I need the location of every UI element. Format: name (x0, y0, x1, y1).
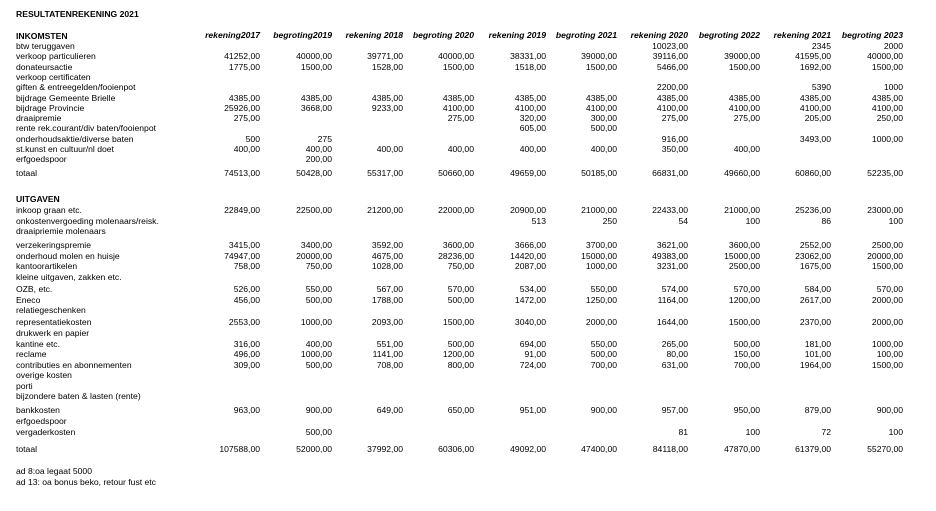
table-cell: 1692,00 (799, 61, 831, 72)
table-cell: 47870,00 (724, 444, 760, 454)
column-header: begroting 2020 (412, 30, 474, 40)
table-cell: 400,00 (590, 144, 617, 154)
table-cell: 1472,00 (514, 294, 546, 305)
table-cell: 52000,00 (296, 444, 332, 454)
table-cell: 3040,00 (514, 317, 546, 327)
table-cell: 1000,00 (300, 349, 332, 359)
table-cell: 500,00 (305, 427, 332, 437)
table-cell: 1250,00 (585, 294, 617, 305)
table-cell: 550,00 (590, 338, 617, 349)
table-cell: 605,00 (519, 123, 546, 134)
table-cell: 4100,00 (585, 102, 617, 113)
table-cell: 60860,00 (795, 167, 831, 178)
row-label: vergaderkosten (16, 427, 76, 437)
table-cell: 1000 (883, 82, 903, 93)
table-cell: 950,00 (733, 405, 760, 415)
table-cell: 5390 (811, 82, 831, 93)
table-cell: 250 (602, 215, 617, 226)
row-label: erfgoedspoor (16, 416, 67, 426)
table-cell: 1000,00 (871, 133, 903, 144)
table-cell: 496,00 (233, 349, 260, 359)
column-header: rekening 2021 (773, 30, 831, 40)
table-cell: 900,00 (305, 405, 332, 415)
table-cell: 40000,00 (867, 51, 903, 62)
table-cell: 2500,00 (728, 261, 760, 271)
section-heading: INKOMSTEN (16, 31, 68, 41)
table-cell: 400,00 (447, 144, 474, 154)
table-cell: 41595,00 (795, 51, 831, 62)
table-cell: 500,00 (590, 123, 617, 134)
table-cell: 694,00 (519, 338, 546, 349)
table-cell: 1644,00 (656, 317, 688, 327)
table-cell: 3700,00 (585, 240, 617, 250)
table-cell: 107588,00 (219, 444, 260, 454)
table-cell: 800,00 (447, 359, 474, 370)
table-cell: 1500,00 (442, 317, 474, 327)
table-cell: 52235,00 (867, 167, 903, 178)
table-cell: 100 (745, 427, 760, 437)
row-label: totaal (16, 167, 38, 178)
table-cell: 250,00 (876, 113, 903, 124)
table-cell: 1500,00 (585, 61, 617, 72)
table-cell: 2093,00 (371, 317, 403, 327)
table-cell: 20900,00 (510, 205, 546, 215)
table-cell: 91,00 (524, 349, 546, 359)
table-cell: 1000,00 (871, 338, 903, 349)
table-cell: 309,00 (233, 359, 260, 370)
table-cell: 55317,00 (367, 167, 403, 178)
table-cell: 750,00 (305, 261, 332, 271)
table-cell: 275,00 (733, 113, 760, 124)
table-cell: 3493,00 (799, 133, 831, 144)
row-label: verkoop certificaten (16, 71, 91, 82)
row-label: contributies en abonnementen (16, 359, 132, 370)
table-cell: 570,00 (876, 284, 903, 294)
table-cell: 1200,00 (728, 294, 760, 305)
table-cell: 10023,00 (652, 41, 688, 51)
table-cell: 84118,00 (652, 444, 688, 454)
table-cell: 22500,00 (296, 205, 332, 215)
row-label: btw teruggaven (16, 41, 75, 51)
table-cell: 14420,00 (510, 250, 546, 261)
table-cell: 23062,00 (795, 250, 831, 261)
row-label: kantine etc. (16, 338, 60, 349)
table-cell: 28236,00 (438, 250, 474, 261)
table-cell: 570,00 (447, 284, 474, 294)
table-cell: 37992,00 (367, 444, 403, 454)
table-cell: 25236,00 (795, 205, 831, 215)
table-cell: 4100,00 (799, 102, 831, 113)
table-cell: 1964,00 (799, 359, 831, 370)
table-cell: 708,00 (376, 359, 403, 370)
table-cell: 40000,00 (296, 51, 332, 62)
table-cell: 41252,00 (224, 51, 260, 62)
table-cell: 2552,00 (799, 240, 831, 250)
table-cell: 1500,00 (871, 61, 903, 72)
table-cell: 400,00 (733, 144, 760, 154)
row-label: drukwerk en papier (16, 328, 90, 338)
table-cell: 5466,00 (656, 61, 688, 72)
column-header: begroting 2023 (841, 30, 903, 40)
table-cell: 2370,00 (799, 317, 831, 327)
table-cell: 49383,00 (652, 250, 688, 261)
table-cell: 25926,00 (224, 102, 260, 113)
row-label: bijdrage Provincie (16, 102, 85, 113)
table-cell: 21000,00 (724, 205, 760, 215)
table-cell: 55270,00 (867, 444, 903, 454)
table-cell: 150,00 (733, 349, 760, 359)
column-header: rekening2017 (205, 30, 260, 40)
table-cell: 1000,00 (585, 261, 617, 271)
table-cell: 1775,00 (228, 61, 260, 72)
row-label: bijzondere baten & lasten (rente) (16, 391, 141, 401)
table-cell: 3231,00 (656, 261, 688, 271)
table-cell: 951,00 (519, 405, 546, 415)
table-cell: 916,00 (661, 133, 688, 144)
row-label: verzekeringspremie (16, 240, 91, 250)
table-cell: 3621,00 (656, 240, 688, 250)
table-cell: 500,00 (447, 338, 474, 349)
table-cell: 20000,00 (296, 250, 332, 261)
section-heading: UITGAVEN (16, 194, 60, 204)
table-cell: 750,00 (447, 261, 474, 271)
table-cell: 584,00 (804, 284, 831, 294)
table-cell: 2345 (811, 41, 831, 51)
row-label: rente rek.courant/div baten/fooienpot (16, 123, 156, 134)
row-label: porti (16, 380, 33, 391)
table-cell: 758,00 (233, 261, 260, 271)
table-cell: 4385,00 (799, 92, 831, 103)
table-cell: 4385,00 (514, 92, 546, 103)
table-cell: 4385,00 (228, 92, 260, 103)
table-cell: 320,00 (519, 113, 546, 124)
table-cell: 724,00 (519, 359, 546, 370)
table-cell: 4100,00 (871, 102, 903, 113)
table-cell: 21000,00 (581, 205, 617, 215)
table-cell: 963,00 (233, 405, 260, 415)
table-cell: 21200,00 (367, 205, 403, 215)
table-cell: 4385,00 (728, 92, 760, 103)
table-cell: 526,00 (233, 284, 260, 294)
table-cell: 61379,00 (795, 444, 831, 454)
table-cell: 456,00 (233, 294, 260, 305)
table-cell: 3600,00 (728, 240, 760, 250)
table-cell: 39116,00 (652, 51, 688, 62)
table-cell: 9233,00 (371, 102, 403, 113)
table-cell: 1675,00 (799, 261, 831, 271)
row-label: st.kunst en cultuur/nl doet (16, 144, 114, 154)
table-cell: 50185,00 (581, 167, 617, 178)
row-label: Eneco (16, 294, 41, 305)
row-label: relatiegeschenken (16, 305, 86, 315)
table-cell: 2500,00 (871, 240, 903, 250)
table-cell: 700,00 (733, 359, 760, 370)
table-cell: 2000,00 (871, 294, 903, 305)
table-cell: 3415,00 (228, 240, 260, 250)
column-header: begroting 2022 (698, 30, 760, 40)
table-cell: 100 (888, 427, 903, 437)
column-header: rekening 2019 (488, 30, 546, 40)
table-cell: 3592,00 (371, 240, 403, 250)
table-cell: 275,00 (661, 113, 688, 124)
table-cell: 316,00 (233, 338, 260, 349)
row-label: kleine uitgaven, zakken etc. (16, 271, 122, 282)
table-cell: 40000,00 (438, 51, 474, 62)
table-cell: 1164,00 (657, 294, 688, 305)
footnote: ad 8:oa legaat 5000 (16, 466, 92, 476)
table-cell: 1518,00 (514, 61, 546, 72)
table-cell: 3666,00 (514, 240, 546, 250)
table-cell: 1788,00 (371, 294, 403, 305)
table-cell: 1500,00 (728, 61, 760, 72)
table-cell: 60306,00 (438, 444, 474, 454)
table-cell: 54 (678, 215, 688, 226)
table-cell: 551,00 (376, 338, 403, 349)
table-cell: 101,00 (804, 349, 831, 359)
table-cell: 1028,00 (371, 261, 403, 271)
table-cell: 1500,00 (300, 61, 332, 72)
table-cell: 100 (745, 215, 760, 226)
table-cell: 15000,00 (724, 250, 760, 261)
table-cell: 23000,00 (867, 205, 903, 215)
table-cell: 400,00 (519, 144, 546, 154)
table-cell: 181,00 (804, 338, 831, 349)
table-cell: 700,00 (590, 359, 617, 370)
table-cell: 39000,00 (724, 51, 760, 62)
table-cell: 200,00 (305, 154, 332, 165)
table-cell: 3400,00 (300, 240, 332, 250)
table-cell: 2000,00 (585, 317, 617, 327)
table-cell: 81 (678, 427, 688, 437)
table-cell: 4100,00 (656, 102, 688, 113)
row-label: kantoorartikelen (16, 261, 78, 271)
table-cell: 550,00 (590, 284, 617, 294)
table-cell: 4385,00 (442, 92, 474, 103)
table-cell: 3600,00 (442, 240, 474, 250)
table-cell: 66831,00 (652, 167, 688, 178)
table-cell: 957,00 (661, 405, 688, 415)
table-cell: 1200,00 (442, 349, 474, 359)
table-cell: 500,00 (447, 294, 474, 305)
row-label: reclame (16, 349, 47, 359)
row-label: OZB, etc. (16, 284, 53, 294)
row-label: erfgoedspoor (16, 154, 67, 165)
row-label: onderhoudsaktie/diverse baten (16, 133, 134, 144)
table-cell: 74947,00 (224, 250, 260, 261)
table-cell: 72 (821, 427, 831, 437)
table-cell: 49660,00 (724, 167, 760, 178)
table-cell: 3668,00 (300, 102, 332, 113)
table-cell: 2087,00 (514, 261, 546, 271)
table-cell: 574,00 (661, 284, 688, 294)
row-label: verkoop particulieren (16, 51, 96, 62)
table-cell: 649,00 (376, 405, 403, 415)
table-cell: 49659,00 (510, 167, 546, 178)
table-cell: 400,00 (305, 338, 332, 349)
table-cell: 900,00 (876, 405, 903, 415)
row-label: draaipriemie molenaars (16, 226, 106, 236)
table-cell: 4385,00 (300, 92, 332, 103)
table-cell: 400,00 (376, 144, 403, 154)
footnote: ad 13: oa bonus beko, retour fust etc (16, 477, 156, 487)
table-cell: 1500,00 (871, 359, 903, 370)
table-cell: 100,00 (876, 349, 903, 359)
row-label: giften & entreegelden/fooienpot (16, 82, 136, 93)
table-cell: 4100,00 (442, 102, 474, 113)
table-cell: 20000,00 (867, 250, 903, 261)
table-cell: 4385,00 (585, 92, 617, 103)
table-cell: 15000,00 (581, 250, 617, 261)
table-cell: 4675,00 (371, 250, 403, 261)
table-cell: 631,00 (661, 359, 688, 370)
table-cell: 275,00 (233, 113, 260, 124)
table-cell: 1500,00 (728, 317, 760, 327)
table-cell: 1141,00 (372, 349, 403, 359)
table-cell: 2617,00 (799, 294, 831, 305)
table-cell: 500 (245, 133, 260, 144)
table-cell: 22433,00 (652, 205, 688, 215)
table-cell: 879,00 (804, 405, 831, 415)
table-cell: 4385,00 (656, 92, 688, 103)
row-label: draaipremie (16, 113, 62, 124)
table-cell: 500,00 (305, 294, 332, 305)
table-cell: 2000,00 (871, 317, 903, 327)
table-cell: 275,00 (447, 113, 474, 124)
table-cell: 567,00 (376, 284, 403, 294)
table-cell: 39000,00 (581, 51, 617, 62)
table-cell: 86 (821, 215, 831, 226)
table-cell: 500,00 (305, 359, 332, 370)
column-header: rekening 2020 (630, 30, 688, 40)
table-cell: 400,00 (305, 144, 332, 154)
row-label: donateursactie (16, 61, 73, 72)
table-cell: 39771,00 (367, 51, 403, 62)
table-cell: 550,00 (305, 284, 332, 294)
table-cell: 400,00 (233, 144, 260, 154)
table-cell: 74513,00 (224, 167, 260, 178)
table-cell: 4385,00 (371, 92, 403, 103)
table-cell: 1500,00 (871, 261, 903, 271)
table-cell: 1528,00 (371, 61, 403, 72)
column-header: rekening 2018 (345, 30, 403, 40)
table-cell: 265,00 (661, 338, 688, 349)
table-cell: 275 (317, 133, 332, 144)
row-label: totaal (16, 444, 38, 454)
table-cell: 650,00 (447, 405, 474, 415)
table-cell: 50660,00 (438, 167, 474, 178)
table-cell: 350,00 (661, 144, 688, 154)
table-cell: 47400,00 (581, 444, 617, 454)
table-cell: 4100,00 (514, 102, 546, 113)
table-cell: 534,00 (519, 284, 546, 294)
row-label: onderhoud molen en huisje (16, 250, 120, 261)
table-cell: 80,00 (666, 349, 688, 359)
column-header: begroting2019 (273, 30, 332, 40)
table-cell: 4385,00 (871, 92, 903, 103)
table-cell: 500,00 (733, 338, 760, 349)
table-cell: 38331,00 (510, 51, 546, 62)
row-label: inkoop graan etc. (16, 205, 82, 215)
table-cell: 1000,00 (300, 317, 332, 327)
table-cell: 513 (531, 215, 546, 226)
table-cell: 2553,00 (228, 317, 260, 327)
column-header: begroting 2021 (555, 30, 617, 40)
table-cell: 1500,00 (442, 61, 474, 72)
table-cell: 205,00 (804, 113, 831, 124)
row-label: bankkosten (16, 405, 60, 415)
table-cell: 100 (888, 215, 903, 226)
table-cell: 570,00 (733, 284, 760, 294)
table-cell: 22000,00 (438, 205, 474, 215)
row-label: bijdrage Gemeente Brielle (16, 92, 116, 103)
table-cell: 4100,00 (728, 102, 760, 113)
table-cell: 50428,00 (296, 167, 332, 178)
row-label: overige kosten (16, 370, 72, 380)
table-cell: 2000 (883, 41, 903, 51)
table-cell: 49092,00 (510, 444, 546, 454)
row-label: onkostenvergoeding molenaars/reisk. (16, 215, 159, 226)
table-cell: 22849,00 (224, 205, 260, 215)
table-cell: 300,00 (590, 113, 617, 124)
table-cell: 900,00 (590, 405, 617, 415)
table-cell: 2200,00 (656, 82, 688, 93)
table-cell: 500,00 (590, 349, 617, 359)
page-title: RESULTATENREKENING 2021 (16, 9, 139, 19)
row-label: representatiekosten (16, 317, 92, 327)
